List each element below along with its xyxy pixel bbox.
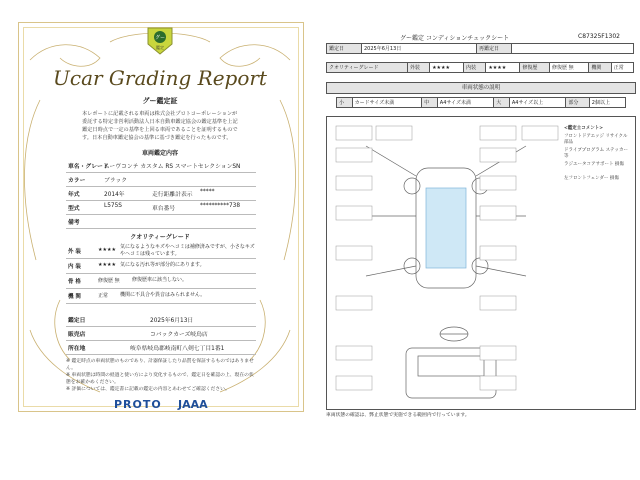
condition-check-sheet [320,0,640,480]
comment-line: ラジエータコアサポート 損傷 [564,162,624,167]
comment-line: フロントドアエッジ リサイクル部品 [564,134,628,145]
proto-logo: PROTO [114,398,162,411]
row-year: 年式 2014年 走行距離計表示 ***** [66,186,256,201]
certificate-notes: ※ 鑑定時点の車両状態のものであり、計器保証したり品質を保証するものではありません。 ※ 車両状態は時間の経過と使い方により変化するもので、鑑定日を確認の上、現在の状態をお確かめください。 ※ 評価については、鑑定書に記載の鑑定の内容とあわせてご確認ください。 [66,359,254,392]
jaaa-logo: JAAA [178,398,208,411]
quality-interior: 内 装 ★★★★ 気になる汚れ等が部分的にあります。 [66,258,256,274]
report-title: Ucar Grading Report [53,66,267,90]
sheet-code: C87325F1302 [578,33,620,40]
quality-frame: 骨 格 修復歴 無 修復歴車に該当しない。 [66,273,256,289]
quality-exterior: 外 装 ★★★★ 気になるようなキズやヘコミは補修済みですが、小さなキズやヘコミは残っています。 [68,244,255,257]
quality-section-title: クオリティーグレード [130,234,190,241]
grade-table: クオリティーグレード 外装 ★★★★ 内装 ★★★★ 修復歴 修復歴 無 機関 正常 [326,62,634,73]
certificate-subtitle: グー鑑定証 [142,97,178,105]
comment-line: 左フロントフェンダー 損傷 [564,176,619,181]
row-color: カラー ブラック [66,172,256,187]
row-shop: 販売店 コバックカーズ岐鳥店 [66,326,256,341]
certificate-paragraph: 本レポートに記載される車両は株式会社プロトコーポレーションが委託する特定非営利活動法人日本自動車鑑定協会の鑑定基準を上記鑑定日時点で一定の基準を上回る車両であることを証明するものです。日本自動車鑑定協会の基準に基づき鑑定を行ったものです。 [82,111,238,141]
vehicle-section-title: 車両鑑定内容 [141,150,178,157]
row-inspection-date: 鑑定日 2025年6月13日 [66,312,256,327]
quality-engine: 機 関 正常 機関に不具合や異音はみられません。 [66,288,256,304]
row-address: 所在地 岐阜県岐鳥郡岐南町八剣七丁目1番1 [66,340,256,355]
comment-title: <鑑定士コメント> [564,126,604,131]
size-legend-table: 小 カードサイズ未満 中 A4サイズ未満 大 A4サイズ以上 部分 2個以上 [336,97,626,108]
sheet-title: グー鑑定 コンディションチェックシート [400,35,510,42]
row-car-name: 車名・グレード ムーヴコンテ カスタム RS スマートセレクションSN [66,158,256,173]
sheet-footer: 車両状態の確認は、弊止状態で実施できる範囲内で行っています。 [326,413,470,418]
svg-text:グー: グー [154,35,166,41]
comment-line: ドライブプログラム ステッカー等 [564,148,629,159]
date-table: 鑑定日 2025年6月13日 再鑑定日 [326,43,634,54]
condition-header: 車両状態の説明 [326,82,636,94]
row-notes: 備考 [66,214,256,229]
row-model: 型式 L575S 車台番号 **********738 [66,200,256,215]
goo-badge-icon [146,26,174,56]
svg-text:鑑定: 鑑定 [156,45,164,50]
